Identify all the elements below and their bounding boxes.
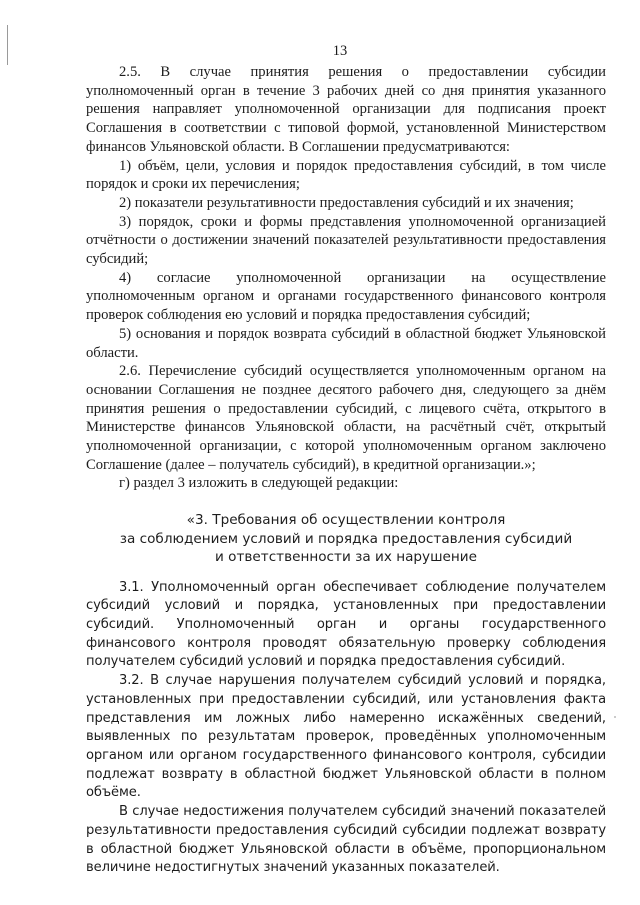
page-number: 13 [332,43,348,59]
binding-edge-mark [7,25,8,65]
paragraph-3-2: 3.2. В случае нарушения получателем субсидий условий и порядка, установленных при предоставлении субсидий, или установления факта представления им ложных либо намеренно искажённых сведений, выявленных по результатам проверок, проведённых уполномоченным органом или органом государственного финансового контроля, субсидии подлежат возврату в областной бюджет Ульяновской области в полном объёме. [86,673,606,801]
paragraph-2-6: 2.6. Перечисление субсидий осуществляется уполномоченным органом на основании Соглашения не позднее десятого рабочего дня, следующего за днём принятия решения о предоставлении субсидий, с лицевого счёта, открытого в Министерстве финансов Ульяновской области, на расчётный счёт, открытый уполномоченной организации, с которой уполномоченным органом заключено Соглашение (далее – получатель субсидий), в кредитной организации.»; [86,363,606,473]
scan-speck [614,716,616,718]
list-item-2: 2) показатели результативности предоставления субсидий и их значения; [119,194,574,211]
list-item-3: 3) порядок, сроки и формы представления уполномоченной организацией отчётности о достижении значений показателей результативности предоставления субсидий; [86,213,606,268]
section-heading [86,511,606,567]
section-heading-line-3: и ответственности за их нарушение [215,549,477,566]
paragraph-3-2-continued: В случае недостижения получателем субсидий значений показателей результативности предоставления субсидий субсидии подлежат возврату в областной бюджет Ульяновской области в объёме, пропорциональном величине недостигнутых значений указанных показателей. [86,804,606,876]
paragraph-3-1: 3.1. Уполномоченный орган обеспечивает соблюдение получателем субсидий условий и порядка, установленных при предоставлении субсидий. Уполномоченный орган и органы государственного финансового контроля проводят обязательную проверку соблюдения получателем субсидий условий и порядка предоставления субсидий. [86,579,606,670]
paragraph-2-5: 2.5. В случае принятия решения о предоставлении субсидии уполномоченный орган в течение 3 рабочих дней со дня принятия указанного решения направляет уполномоченной организации для подписания проект Соглашения в соответствии с типовой формой, установленной Министерством финансов Ульяновской области. В Соглашении предусматриваются: [86,64,606,155]
list-item-4: 4) согласие уполномоченной организации на осуществление уполномоченным органом и органами государственного финансового контроля проверок соблюдения ею условий и порядка предоставления субсидий; [86,269,606,324]
list-item-1: 1) объём, цели, условия и порядок предоставления субсидий, в том числе порядок и сроки их перечисления; [86,157,606,193]
instruction-line: г) раздел 3 изложить в следующей редакции: [119,475,399,492]
section-heading-line-2: за соблюдением условий и порядка предоставления субсидий [119,530,573,547]
document-body [86,63,606,878]
list-item-5: 5) основания и порядок возврата субсидий в областной бюджет Ульяновской области. [86,325,606,361]
section-heading-line-1: «3. Требования об осуществлении контроля [186,512,506,529]
